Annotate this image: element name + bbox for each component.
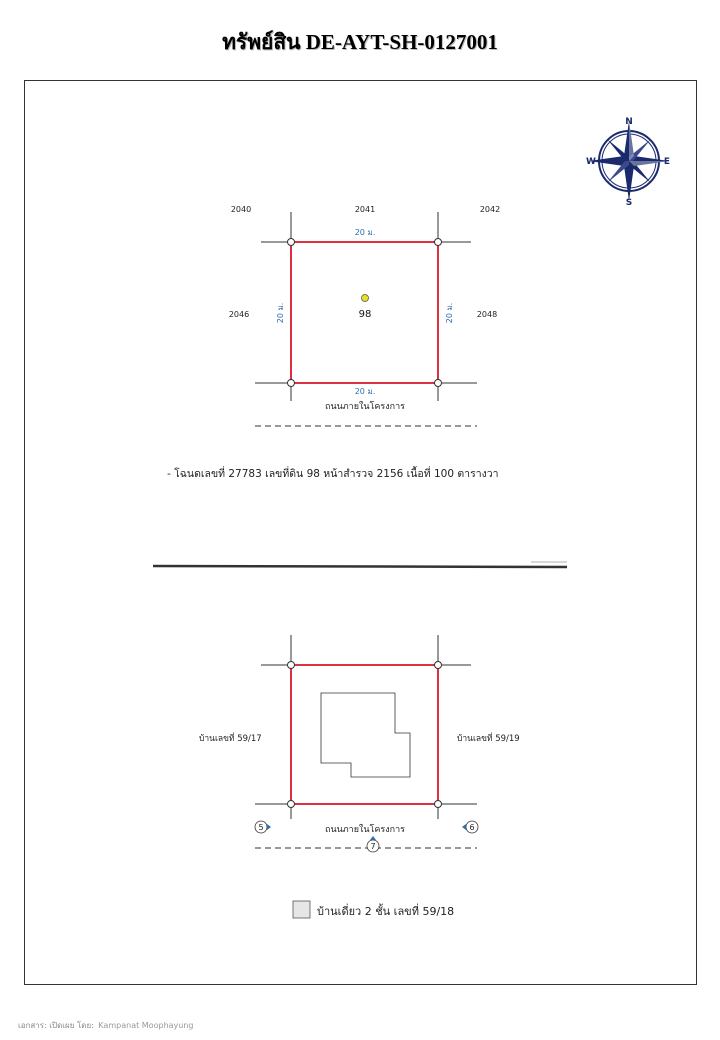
svg-text:7: 7: [370, 842, 376, 851]
footer-author: Kampanat Moophayung: [98, 1021, 194, 1030]
page-title: ทรัพย์สิน DE-AYT-SH-0127001: [222, 30, 498, 54]
road-label-1: ถนนภายในโครงการ: [325, 402, 405, 412]
road-label-2: ถนนภายในโครงการ: [325, 825, 405, 835]
footer-prefix: เอกสาร: เปิดเผย โดย:: [18, 1021, 94, 1030]
left-neighbor-house: บ้านเลขที่ 59/17: [199, 734, 262, 744]
compass-south-label: S: [625, 198, 633, 208]
neighbor-plot-2048: 2048: [476, 310, 498, 319]
site-plan-2: [199, 635, 520, 918]
neighbor-plot-2041: 2041: [354, 205, 376, 214]
compass-rose-icon: [586, 117, 670, 208]
plot-center-point: [362, 295, 369, 302]
document-frame: [24, 80, 697, 985]
neighbor-plot-2040: 2040: [230, 205, 252, 214]
compass-north-label: N: [625, 117, 633, 127]
dimension-top: 20 ม.: [354, 228, 376, 237]
deed-description: - โฉนดเลขที่ 27783 เลขที่ดิน 98 หน้าสำรวจ 2156 เนื้อที่ 100 ตารางวา: [167, 468, 499, 480]
right-neighbor-house: บ้านเลขที่ 59/19: [457, 734, 520, 744]
marker-7: [367, 836, 379, 852]
plot-number: 98: [358, 309, 372, 320]
marker-5: [255, 821, 271, 833]
dimension-right: 20 ม.: [445, 302, 454, 324]
neighbor-plot-2046: 2046: [228, 310, 250, 319]
legend-label: บ้านเดี่ยว 2 ชั้น เลขที่ 59/18: [317, 905, 455, 918]
plan-drawing: [25, 81, 696, 984]
footer: [18, 1019, 194, 1032]
dimension-bottom: 20 ม.: [354, 387, 376, 396]
legend-swatch: [293, 901, 310, 918]
house-footprint: [321, 693, 410, 777]
site-plan-1: [167, 205, 500, 480]
section-divider: [153, 566, 567, 567]
compass-west-label: W: [586, 157, 596, 167]
neighbor-plot-2042: 2042: [479, 205, 501, 214]
dimension-left: 20 ม.: [276, 302, 285, 324]
compass-east-label: E: [663, 157, 671, 167]
marker-6: [462, 821, 478, 833]
svg-text:5: 5: [258, 823, 264, 832]
svg-text:6: 6: [469, 823, 475, 832]
